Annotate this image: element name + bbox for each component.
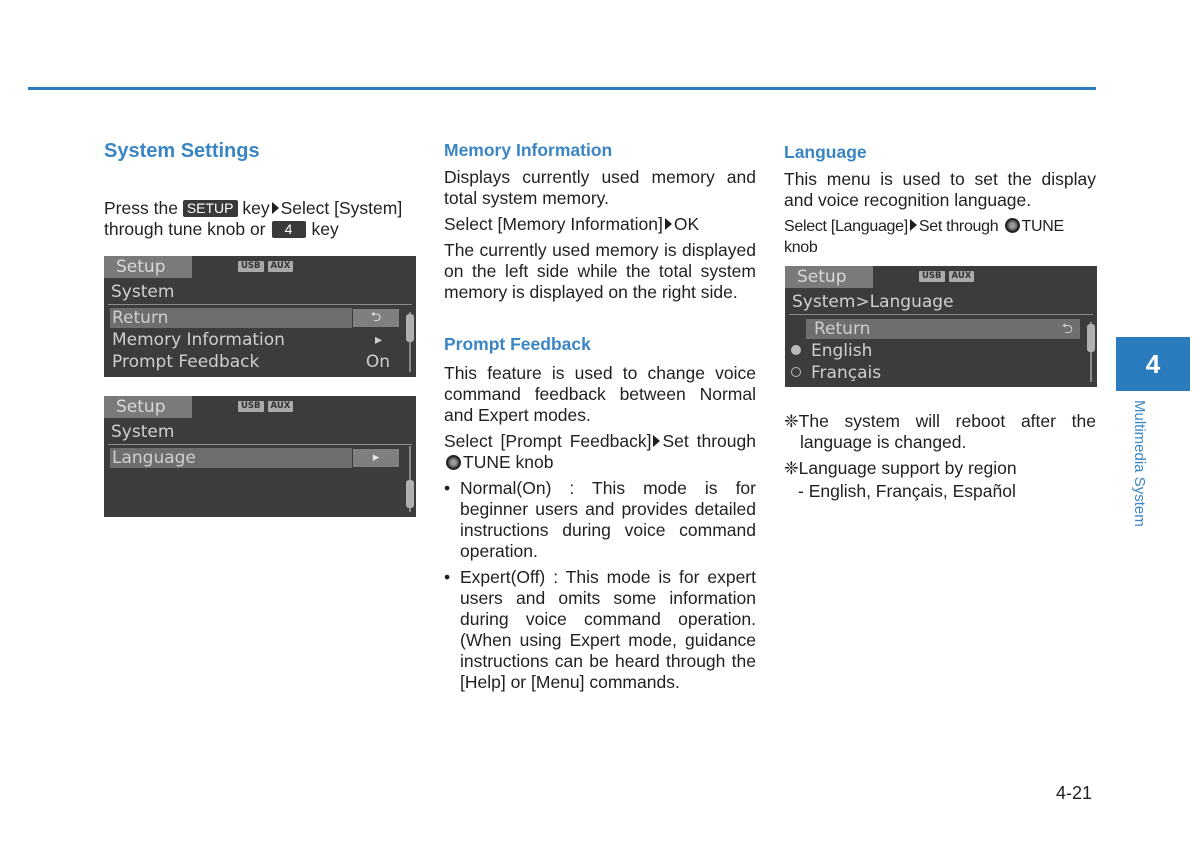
aux-badge: AUX: [949, 271, 975, 282]
usb-badge: USB: [238, 401, 264, 412]
text: Set through: [918, 218, 999, 235]
language-notes: [784, 411, 1096, 502]
screen-title: Setup: [104, 396, 192, 418]
note-languages: - English, Français, Español: [798, 481, 1016, 501]
arrow-icon: [653, 435, 660, 447]
paragraph: [784, 216, 1096, 258]
chapter-tab: 4: [1116, 337, 1190, 391]
menu-item-return[interactable]: [110, 308, 352, 328]
screen-title: Setup: [785, 266, 873, 288]
section-heading-memory-information: Memory Information: [444, 140, 613, 160]
intro-text: Press the: [104, 198, 178, 218]
note: ❈The system will reboot after the language is changed.: [784, 411, 1096, 452]
text: TUNE knob: [784, 218, 1064, 256]
return-icon: ⮌: [1061, 321, 1073, 337]
intro-text: key: [311, 219, 339, 239]
usb-badge: USB: [238, 261, 264, 272]
radio-selected-icon: [791, 345, 801, 355]
menu-item-label: Memory Information: [112, 330, 285, 350]
arrow-icon: [272, 202, 279, 214]
section-heading-prompt-feedback: Prompt Feedback: [444, 334, 591, 354]
scroll-thumb[interactable]: [406, 314, 414, 342]
paragraph: The currently used memory is displayed on the left side while the total system memory is displayed on the right side.: [444, 240, 756, 302]
source-badges: [238, 261, 293, 272]
setup-screen-system-language: [104, 396, 416, 517]
menu-item-label: Return: [112, 308, 169, 328]
text: Select [Prompt Feedback]: [444, 431, 652, 451]
menu-item-francais[interactable]: [791, 363, 881, 383]
middle-column: [444, 140, 756, 693]
scrollbar[interactable]: [406, 312, 414, 372]
paragraph: This menu is used to set the display and voice recognition language.: [784, 169, 1096, 210]
note: ❈Language support by region: [784, 458, 1017, 478]
chevron-right-icon: ▸: [374, 332, 382, 348]
arrow-icon: [910, 219, 917, 231]
scrollbar[interactable]: [406, 446, 414, 512]
usb-badge: USB: [919, 271, 945, 282]
arrow-icon: [665, 218, 672, 230]
menu-item-prompt-feedback[interactable]: [110, 352, 352, 372]
intro-text: through tune knob or: [104, 219, 266, 239]
scrollbar[interactable]: [1087, 322, 1095, 382]
text: Set through: [662, 431, 756, 451]
divider: [789, 314, 1093, 315]
aux-badge: AUX: [268, 261, 294, 272]
divider: [108, 304, 412, 305]
right-column: [784, 142, 1096, 258]
text: Select [Memory Information]: [444, 214, 663, 234]
menu-item-return[interactable]: [806, 319, 1080, 339]
paragraph: [444, 431, 756, 473]
menu-item-label: Prompt Feedback: [112, 352, 260, 372]
text: Select [Language]: [784, 218, 908, 235]
source-badges: [238, 401, 293, 412]
menu-item-label: Language: [112, 448, 196, 468]
screen-title: Setup: [104, 256, 192, 278]
chevron-right-icon[interactable]: ▸: [353, 449, 399, 467]
prompt-feedback-value: On: [365, 352, 390, 372]
left-column: [104, 139, 418, 240]
intro-paragraph: [104, 198, 418, 240]
setup-screen-system: [104, 256, 416, 377]
return-icon[interactable]: ⮌: [353, 309, 399, 327]
intro-text: Select [System]: [280, 198, 403, 218]
text: TUNE knob: [463, 452, 554, 472]
list-item: • Expert(Off) : This mode is for expert users and omits some information during voice command operation. (When using Expert mode, guidance instructions can be heard through the [Help] or [Menu] commands.: [444, 567, 756, 693]
scroll-thumb[interactable]: [1087, 324, 1095, 352]
menu-item-english[interactable]: [791, 341, 872, 361]
intro-text: key: [242, 198, 270, 218]
screen-subtitle: System>Language: [792, 292, 954, 312]
mode-list: [444, 478, 756, 693]
tune-knob-icon: [1005, 218, 1020, 233]
section-heading-system-settings: System Settings: [104, 140, 260, 162]
number-key-icon: 4: [272, 221, 306, 238]
tune-knob-icon: [446, 455, 461, 470]
list-item: • Normal(On) : This mode is for beginner users and provides detailed instructions during voice command operation.: [444, 478, 756, 562]
radio-unselected-icon: [791, 367, 801, 377]
aux-badge: AUX: [268, 401, 294, 412]
scroll-thumb[interactable]: [406, 480, 414, 508]
setup-key-icon: SETUP: [183, 200, 238, 217]
menu-item-label: Français: [811, 363, 882, 383]
divider: [108, 444, 412, 445]
text: OK: [673, 214, 700, 234]
screen-subtitle: System: [111, 422, 175, 442]
chapter-label: Multimedia System: [1131, 400, 1148, 527]
menu-item-memory-information[interactable]: [110, 330, 352, 350]
source-badges: [919, 271, 974, 282]
setup-screen-language: [785, 266, 1097, 387]
paragraph: [444, 214, 756, 235]
paragraph: This feature is used to change voice command feedback between Normal and Expert modes.: [444, 363, 756, 425]
menu-item-label: Return: [814, 319, 871, 339]
header-rule: [28, 87, 1096, 90]
section-heading-language: Language: [784, 142, 867, 162]
page-number: 4-21: [1056, 783, 1093, 803]
screen-subtitle: System: [111, 282, 175, 302]
menu-item-language[interactable]: [110, 448, 352, 468]
paragraph: Displays currently used memory and total system memory.: [444, 167, 756, 208]
menu-item-label: English: [811, 341, 873, 361]
